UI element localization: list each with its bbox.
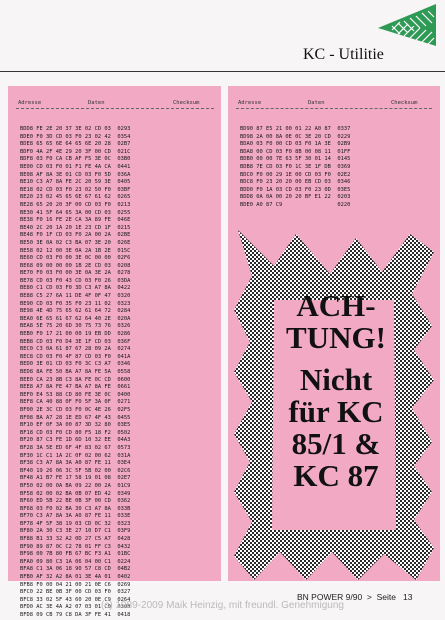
- listing-row: BF78 4F 5F 38 19 03 CD 0C 32 0323: [20, 520, 131, 527]
- listing-row: BEB0 F0 17 21 00 00 19 EB DD 0286: [20, 331, 131, 338]
- listing-row: BEE8 A7 8A FE 47 BA A7 8A FE 0661: [20, 384, 131, 391]
- header-divider: [16, 108, 214, 109]
- listing-row: BFB8 F0 00 04 21 00 21 0E C6 0269: [20, 581, 131, 588]
- listing-row: BFD8 09 CB 79 C8 DA 3F FE 41 0418: [20, 612, 131, 618]
- listing-row: BF58 02 00 02 BA 0B 07 ED 42 0349: [20, 490, 131, 497]
- header-rule: [0, 71, 445, 72]
- listing-row: BDA0 03 F0 00 CD 03 F0 1A 3E 02B9: [240, 141, 351, 148]
- listing-row: BE30 41 5F 64 65 3A 00 CD 03 0255: [20, 209, 131, 216]
- col-data-header: Daten: [88, 100, 105, 106]
- listing-row: BE20 23 02 45 65 6E 67 61 62 0265: [20, 194, 131, 201]
- listing-row: BFC8 33 02 5F 43 60 20 0E C9 0264: [20, 596, 131, 603]
- listing-row: BE98 4E 4D 75 65 62 61 64 72 0284: [20, 308, 131, 315]
- listing-row: BF68 03 F0 02 BA 30 C3 A7 8A 033B: [20, 505, 131, 512]
- listing-row: BFB0 AF 32 A2 8A 01 3E 4A 01 0402: [20, 574, 131, 581]
- listing-row: BEC0 C3 0A 61 87 67 28 09 2A 0274: [20, 346, 131, 353]
- listing-row: BF60 ED 5B 22 BE 0B 3F 00 CD 0362: [20, 498, 131, 505]
- listing-row: BF10 EF 0F 3A 00 87 3D 32 80 03E5: [20, 422, 131, 429]
- listing-row: BF40 19 26 06 3C 5F 5B 02 00 02C6: [20, 467, 131, 474]
- listing-row: BD90 87 E5 21 00 01 22 A0 87 0337: [240, 126, 351, 132]
- listing-row: BEE0 CA 23 8B C3 8A FE 0C CD 0600: [20, 376, 131, 383]
- listing-row: BE40 2C 20 1A 20 1E 23 CD 1F 0215: [20, 224, 131, 231]
- listing-row: BDF8 03 F0 CA CB AF F5 3E 0C 03B0: [20, 156, 131, 163]
- listing-row: BFA0 09 80 C3 1A 06 04 00 C1 0224: [20, 558, 131, 565]
- listing-row: BFC0 22 BE 0B 3F 00 CD 03 F0 0327: [20, 589, 131, 596]
- listing-row: BDA8 00 CD 03 F0 8B 00 08 11 01FF: [240, 148, 351, 155]
- listing-row: BE08 AF 8A 3E 01 CD 03 F0 5D 036A: [20, 171, 131, 178]
- listing-row: BDC8 F0 23 20 20 00 EB CD 03 0346: [240, 179, 351, 186]
- listing-row: BEA8 5E 75 20 6D 30 75 73 76 0326: [20, 323, 131, 330]
- listing-row: BF00 2E 3C CD 03 F0 0C 4E 26 02F5: [20, 406, 131, 413]
- listing-row: BDE8 65 65 6E 64 65 6E 20 28 02B7: [20, 141, 131, 148]
- listing-row: BF38 C3 A7 8A 3A A0 87 FE 11 03E4: [20, 460, 131, 467]
- corner-triangle-logo: [378, 4, 436, 46]
- header-divider: [236, 108, 432, 109]
- listing-row: BED8 8A FE 50 BA A7 8A FE 5A 0558: [20, 369, 131, 375]
- listing-row: BED0 3E 01 CD 03 F0 3C C3 A7 0346: [20, 361, 131, 368]
- listing-row: BDE0 A0 87 C9 0220: [240, 201, 351, 208]
- listing-row: BE10 C3 A7 8A FE 2C 20 59 3E 0405: [20, 179, 131, 186]
- warning-line: TUNG!: [286, 320, 386, 355]
- listing-row: BE18 02 CD 03 F0 23 02 50 F0 03BF: [20, 186, 131, 193]
- listing-row: BE68 09 00 00 00 1B 2E CD 03 0208: [20, 262, 131, 269]
- page-footer: BN POWER 9/90 > Seite 13: [297, 592, 413, 602]
- col-checksum-header: Checksum: [173, 100, 200, 106]
- listing-row: BE88 C5 27 6A 11 DE 4F 0F 47 0320: [20, 293, 131, 300]
- listing-row: BE50 3E 0A 02 C3 BA 07 3E 20 026E: [20, 239, 131, 246]
- listing-row: BF88 B1 33 32 A2 0D 27 C5 A7 0428: [20, 536, 131, 543]
- listing-row: BDB8 7E CD 03 F0 1C 3E 1F DB 0369: [240, 163, 351, 170]
- listing-row: BE80 C1 CD 03 F0 3D C3 A7 8A 0422: [20, 285, 131, 292]
- col-data-header: Daten: [308, 100, 325, 106]
- listing-row: BF18 CD 03 F0 CD 80 F5 18 F2 0502: [20, 429, 131, 436]
- listing-row: BE60 CD 03 F0 00 3E 0C 00 00 02F6: [20, 255, 131, 262]
- listing-row: BDE0 F0 3D CD 03 F0 23 02 42 0354: [20, 133, 131, 140]
- listing-row: BDF0 4A 2F 4E 29 20 3F 00 CD 021C: [20, 148, 131, 155]
- listing-row: BE58 02 12 00 3E 0A 2A 1B 2E 015C: [20, 247, 131, 254]
- listing-row: BE70 F0 03 F0 00 3E 0A 3E 2A 0278: [20, 270, 131, 277]
- listing-row: BE78 CD 03 F0 43 CD 03 F0 26 03DA: [20, 277, 131, 284]
- listing-row: BF90 89 87 0C C2 78 01 FF C3 0432: [20, 543, 131, 550]
- listing-row: BE48 F0 1F CD 03 F0 2A 00 2A 02BE: [20, 232, 131, 239]
- listing-row: BF20 87 C3 FE 1D 6D 10 32 EE 04A3: [20, 437, 131, 444]
- listing-row: BEB8 CD 03 F0 D4 3E 1F CD 03 036F: [20, 338, 131, 345]
- listing-row: BE38 F0 16 FE 2E CA 3A 89 FE 046E: [20, 217, 131, 224]
- col-address-header: Adresse: [18, 100, 42, 106]
- listing-row: BEF8 CA 40 88 0F F0 5F 3A 0F 0271: [20, 399, 131, 406]
- listing-row: BDB0 00 00 7E 63 5F 30 01 14 0145: [240, 156, 351, 163]
- listing-row: BEC8 CD 03 F0 4F 87 CD 03 F0 041A: [20, 353, 131, 360]
- page-title: KC - Utilitie: [303, 46, 384, 63]
- listing-row: BE00 CD 03 F0 01 F1 FE 4A CA 0441: [20, 163, 131, 170]
- listing-row: BE28 65 20 20 3F 00 CD 03 F0 0213: [20, 201, 131, 208]
- listing-row: BDD8 FE 2E 20 37 3E 02 CD 03 0293: [20, 126, 131, 132]
- listing-row: BEF0 E4 53 88 CD 80 FE 3E 0C 0400: [20, 391, 131, 398]
- copyright-notice: (c) 1989-2009 Maik Heinzig, mit freundl. Genehmigung: [101, 600, 344, 611]
- listing-row: BD98 2A 00 8A 0E 0C 3E 20 CD 0229: [240, 133, 351, 140]
- listing-row: BE90 CD 03 F0 35 F0 23 11 02 0323: [20, 300, 131, 307]
- listing-row: BF30 1C C1 1A 2C 0F 02 00 62 031A: [20, 452, 131, 459]
- listing-row: BF70 C3 A7 8A 3A A0 87 FE 11 033E: [20, 513, 131, 520]
- warning-line: für KC: [288, 394, 384, 429]
- listing-row: BF80 2A 30 C3 3E 27 10 D7 C1 03F9: [20, 528, 131, 535]
- warning-text: [266, 290, 406, 492]
- hex-listing-left: [20, 126, 130, 620]
- col-address-header: Adresse: [238, 100, 262, 106]
- warning-line: KC 87: [293, 458, 379, 493]
- listing-row: BF08 BA A7 28 1E ED 67 4F 43 0455: [20, 414, 131, 421]
- listing-row: BDD8 0A 0A 00 20 20 BF E1 22 0203: [240, 194, 351, 201]
- listing-row: BEA0 6E 65 61 67 62 64 40 2E 020A: [20, 315, 131, 322]
- warning-line: ACH-: [296, 288, 376, 323]
- hex-listing-right: [240, 126, 350, 210]
- listing-row: BDC0 F0 00 29 1E 00 CD 03 F0 02E2: [240, 171, 351, 178]
- warning-line: Nicht: [299, 362, 373, 397]
- listing-row: BDD0 F0 1A 03 CD 03 F0 23 0D 03E5: [240, 186, 351, 193]
- listing-row: BF48 A1 B7 FE 17 58 19 01 08 02E7: [20, 475, 131, 482]
- listing-row: BFD0 AC 3E 4A A2 07 03 01 C0 030B: [20, 604, 131, 611]
- col-checksum-header: Checksum: [391, 100, 418, 106]
- listing-row: BFA8 C1 3A 06 18 90 57 C8 CD 04B2: [20, 566, 131, 573]
- listing-row: BF50 02 00 0A BA 09 22 00 2A 01C9: [20, 482, 131, 489]
- listing-row: BF98 00 7B 80 FB 67 BC F3 A1 01BC: [20, 551, 131, 558]
- listing-panel-left: [8, 86, 221, 618]
- listing-row: BF28 3A 5E ED 6F 4F 83 02 67 0573: [20, 444, 131, 451]
- listing-panel-right: [228, 86, 440, 581]
- warning-line: 85/1 &: [291, 426, 381, 461]
